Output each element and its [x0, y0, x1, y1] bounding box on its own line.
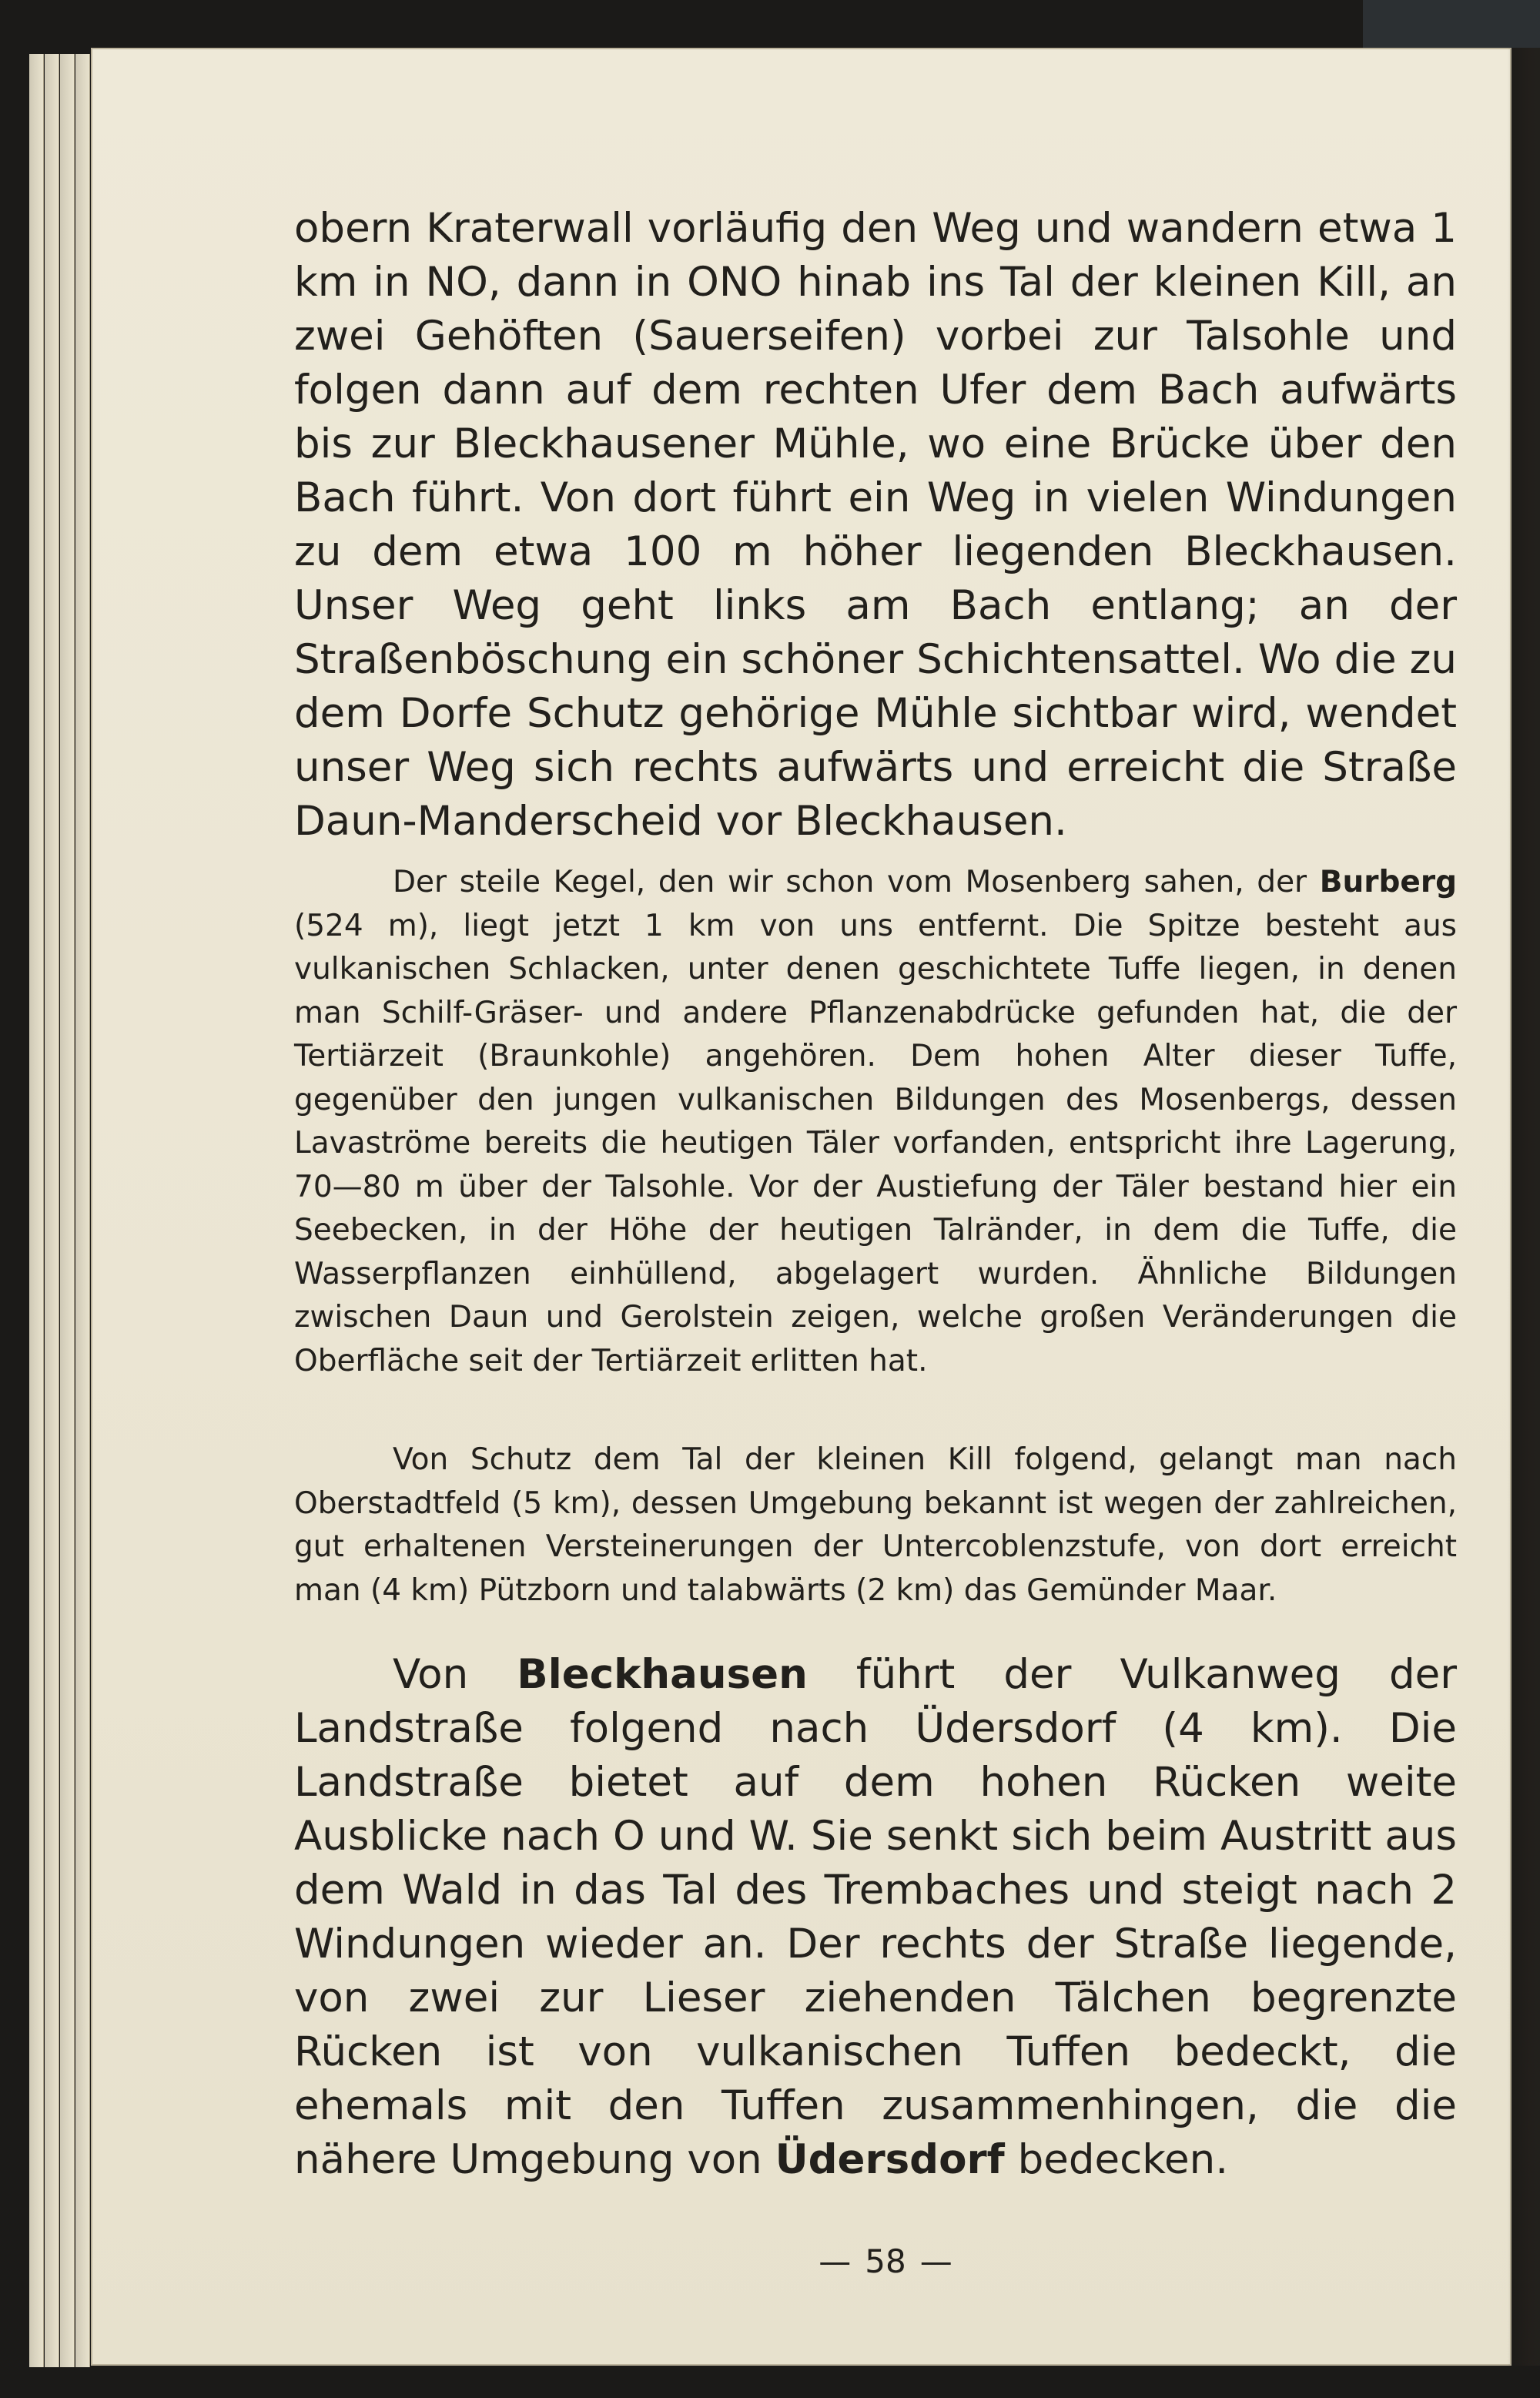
spine-shadow [1508, 48, 1540, 2366]
page-edge [75, 54, 90, 2367]
uedersdorf-term: Üdersdorf [775, 2136, 1005, 2183]
body-text-block [294, 1648, 1457, 2187]
page-edge [60, 54, 75, 2367]
paragraph-2-text-a: Der steile Kegel, den wir schon vom Mosenberg sahen, der [393, 865, 1307, 899]
page-number-dash-right: — [919, 2242, 952, 2280]
small-text-block [294, 1438, 1457, 1613]
paragraph-3: Von Schutz dem Tal der kleinen Kill folgend, gelangt man nach Oberstadtfeld (5 km), dessen Umgebung bekannt ist wegen der zahlreichen, gut erhaltenen Versteinerungen der Untercoblenzstufe, von dort erreicht man (4 km) Pützborn und talabwärts (2 km) das Gemünder Maar. [294, 1442, 1457, 1608]
paragraph-1: obern Kraterwall vorläufig den Weg und wandern etwa 1 km in NO, dann in ONO hinab ins Tal der kleinen Kill, an zwei Gehöften (Sauerseifen) vorbei zur Talsohle und folgen dann auf dem rechten Ufer dem Bach aufwärts bis zur Bleckhausener Mühle, wo eine Brücke über den Bach führt. Von dort führt ein Weg in vielen Windungen zu dem etwa 100 m höher liegenden Bleckhausen. Unser Weg geht links am Bach entlang; an der Straßenböschung ein schöner Schichtensattel. Wo die zu dem Dorfe Schutz gehörige Mühle sichtbar wird, wendet unser Weg sich rechts aufwärts und erreicht die Straße Daun-Manderscheid vor Bleckhausen. [294, 205, 1457, 845]
paragraph-4 [294, 1648, 1457, 2187]
paragraph-2 [294, 861, 1457, 1383]
page-number [770, 2242, 1001, 2280]
page-number-value: 58 [865, 2242, 906, 2280]
paragraph-4-text-c: bedecken. [1017, 2136, 1229, 2183]
small-text-block [294, 861, 1457, 1383]
page-edge [45, 54, 59, 2367]
book-cover-corner [1363, 0, 1540, 48]
paragraph-4-text-b: führt der Vulkanweg der Landstraße folgend nach Üdersdorf (4 km). Die Landstraße bietet auf dem hohen Rücken weite Ausblicke nach O und W. Sie senkt sich beim Austritt aus dem Wald in das Tal des Trembaches und steigt nach 2 Windungen wieder an. Der rechts der Straße liegende, von zwei zur Lieser ziehenden Tälchen begrenzte Rücken ist von vulkanischen Tuffen bedeckt, die ehemals mit den Tuffen zusammenhingen, die die nähere Umgebung von [294, 1651, 1457, 2183]
bleckhausen-term: Bleckhausen [517, 1651, 808, 1698]
paragraph-2-text-b: (524 m), liegt jetzt 1 km von uns entfernt. Die Spitze besteht aus vulkanischen Schlacken, unter denen geschichtete Tuffe liegen, in denen man Schilf-Gräser- und andere Pflanzenabdrücke gefunden hat, die der Tertiärzeit (Braunkohle) angehören. Dem hohen Alter dieser Tuffe, gegenüber den jungen vulkanischen Bildungen des Mosenbergs, dessen Lavaströme bereits die heutigen Täler vorfanden, entspricht ihre Lagerung, 70—80 m über der Talsohle. Vor der Austiefung der Täler bestand hier ein Seebecken, in der Höhe der heutigen Talränder, in dem die Tuffe, die Wasserpflanzen einhüllend, abgelagert wurden. Ähnliche Bildungen zwischen Daun und Gerolstein zeigen, welche großen Veränderungen die Oberfläche seit der Tertiärzeit erlitten hat. [294, 908, 1457, 1378]
body-text-block [294, 202, 1457, 849]
paragraph-4-text-a: Von [393, 1651, 469, 1698]
page-number-dash-left: — [819, 2242, 852, 2280]
burberg-term: Burberg [1319, 865, 1457, 899]
page-edge [29, 54, 44, 2367]
